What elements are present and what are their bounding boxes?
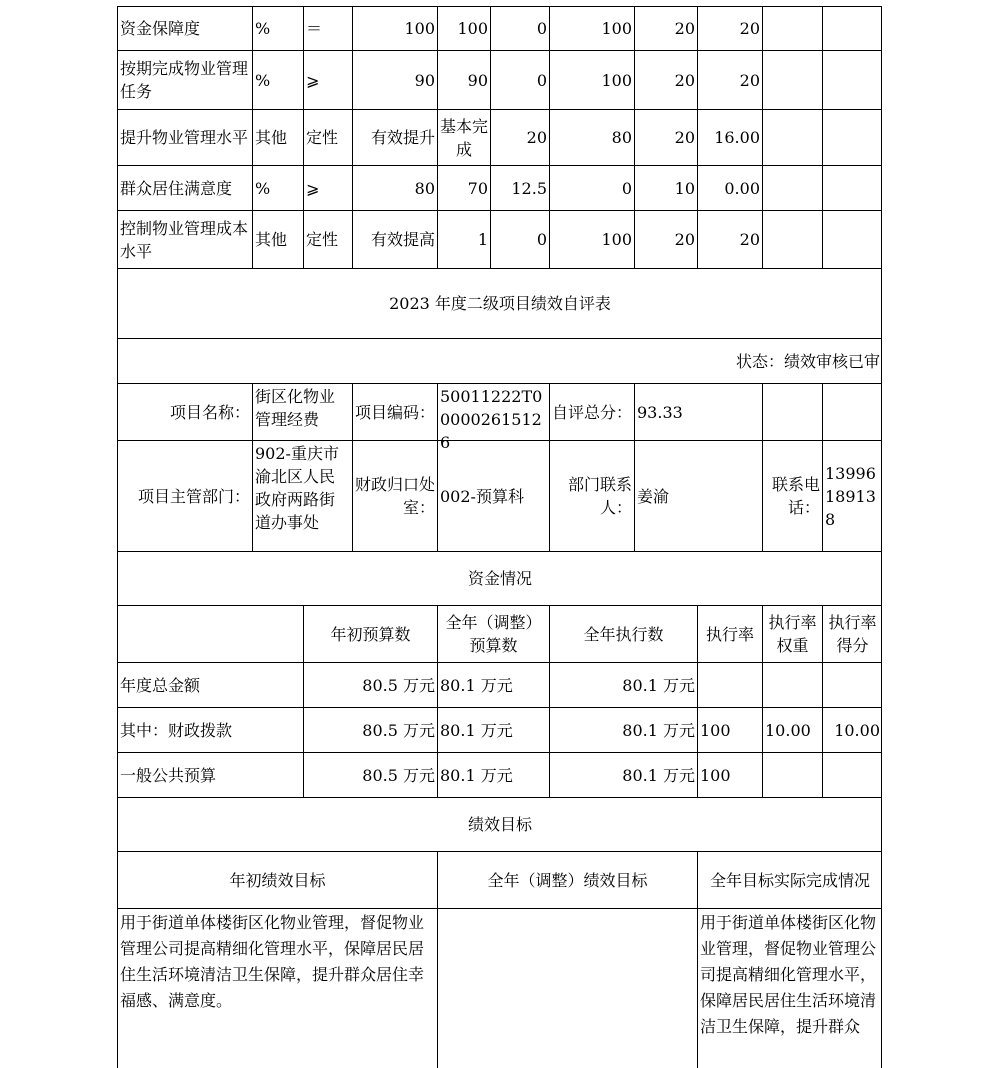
indicator-unit: % (252, 165, 303, 210)
indicator-target: 100 (352, 6, 437, 50)
funds-score: 10.00 (822, 707, 882, 752)
indicator-operator: 定性 (303, 210, 352, 268)
funds-score (822, 662, 882, 707)
indicator-weight: 20 (634, 6, 697, 50)
indicator-rate: 100 (549, 50, 634, 109)
indicator-deviation: 0 (490, 50, 549, 109)
funds-initial: 80.5 万元 (303, 707, 437, 752)
empty-cell (762, 165, 822, 210)
self-score-label: 自评总分： (549, 383, 634, 440)
indicator-name: 按期完成物业管理任务 (117, 50, 252, 109)
funds-adjusted: 80.1 万元 (437, 752, 549, 797)
goals-initial-text: 用于街道单体楼街区化物业管理，督促物业管理公司提高精细化管理水平，保障居民居住生活环境清洁卫生保障，提升群众居住幸福感、满意度。 (117, 908, 437, 1068)
funds-rate: 100 (697, 752, 762, 797)
finance-label: 财政归口处室： (352, 440, 437, 551)
funds-header-adjusted: 全年（调整）预算数 (437, 605, 549, 662)
funds-header-rate-weight: 执行率权重 (762, 605, 822, 662)
indicator-name: 提升物业管理水平 (117, 109, 252, 165)
indicator-unit: % (252, 6, 303, 50)
contact-person: 姜渝 (634, 440, 762, 551)
indicator-weight: 20 (634, 109, 697, 165)
indicator-actual: 基本完成 (437, 109, 490, 165)
indicator-weight: 20 (634, 210, 697, 268)
goals-header-adjusted: 全年（调整）绩效目标 (437, 851, 697, 908)
indicator-rate: 100 (549, 6, 634, 50)
funds-rate (697, 662, 762, 707)
indicator-actual: 1 (437, 210, 490, 268)
indicator-score: 20 (697, 6, 762, 50)
finance-office: 002-预算科 (437, 440, 549, 551)
funds-row-label: 其中：财政拨款 (117, 707, 303, 752)
dept-label: 项目主管部门： (117, 440, 252, 551)
empty-cell (762, 109, 822, 165)
funds-row-label: 年度总金额 (117, 662, 303, 707)
indicator-operator: ⩾ (303, 165, 352, 210)
report-title: 2023 年度二级项目绩效自评表 (117, 268, 882, 338)
funds-initial: 80.5 万元 (303, 662, 437, 707)
empty-cell (117, 605, 303, 662)
funds-executed: 80.1 万元 (549, 707, 697, 752)
project-code: 50011222T000002615126 (437, 383, 549, 440)
indicator-weight: 10 (634, 165, 697, 210)
empty-cell (762, 50, 822, 109)
goals-actual-text: 用于街道单体楼街区化物业管理，督促物业管理公司提高精细化管理水平，保障居民居住生活环境清洁卫生保障，提升群众 (697, 908, 882, 1068)
indicator-operator: 定性 (303, 109, 352, 165)
funds-header-rate: 执行率 (697, 605, 762, 662)
funds-row-label: 一般公共预算 (117, 752, 303, 797)
funds-executed: 80.1 万元 (549, 662, 697, 707)
indicator-deviation: 20 (490, 109, 549, 165)
goals-header-initial: 年初绩效目标 (117, 851, 437, 908)
indicator-deviation: 0 (490, 6, 549, 50)
funds-section-title: 资金情况 (117, 551, 882, 605)
funds-rate: 100 (697, 707, 762, 752)
funds-score (822, 752, 882, 797)
indicator-name: 群众居住满意度 (117, 165, 252, 210)
indicator-score: 20 (697, 210, 762, 268)
empty-cell (762, 6, 822, 50)
indicator-target: 80 (352, 165, 437, 210)
indicator-unit: % (252, 50, 303, 109)
empty-cell (822, 50, 882, 109)
funds-header-executed: 全年执行数 (549, 605, 697, 662)
indicator-name: 控制物业管理成本水平 (117, 210, 252, 268)
funds-weight (762, 752, 822, 797)
funds-executed: 80.1 万元 (549, 752, 697, 797)
empty-cell (762, 383, 822, 440)
goals-header-actual: 全年目标实际完成情况 (697, 851, 882, 908)
empty-cell (822, 383, 882, 440)
funds-weight (762, 662, 822, 707)
indicator-actual: 90 (437, 50, 490, 109)
indicator-unit: 其他 (252, 109, 303, 165)
indicator-target: 90 (352, 50, 437, 109)
empty-cell (822, 109, 882, 165)
funds-adjusted: 80.1 万元 (437, 707, 549, 752)
indicator-target: 有效提升 (352, 109, 437, 165)
project-code-label: 项目编码： (352, 383, 437, 440)
indicator-rate: 80 (549, 109, 634, 165)
indicator-deviation: 0 (490, 210, 549, 268)
dept: 902-重庆市渝北区人民政府两路街道办事处 (252, 440, 352, 551)
funds-adjusted: 80.1 万元 (437, 662, 549, 707)
status-label: 状态：绩效审核已审 (117, 338, 882, 383)
indicator-unit: 其他 (252, 210, 303, 268)
empty-cell (822, 165, 882, 210)
indicator-operator: ＝ (303, 6, 352, 50)
indicator-name: 资金保障度 (117, 6, 252, 50)
empty-cell (762, 210, 822, 268)
indicator-actual: 70 (437, 165, 490, 210)
indicator-operator: ⩾ (303, 50, 352, 109)
phone-number: 13996189138 (822, 440, 882, 551)
goals-adjusted-text (437, 908, 697, 1068)
indicator-score: 16.00 (697, 109, 762, 165)
indicator-score: 0.00 (697, 165, 762, 210)
indicator-weight: 20 (634, 50, 697, 109)
indicator-score: 20 (697, 50, 762, 109)
indicator-rate: 100 (549, 210, 634, 268)
goals-section-title: 绩效目标 (117, 797, 882, 851)
project-name-label: 项目名称： (117, 383, 252, 440)
empty-cell (822, 6, 882, 50)
empty-cell (822, 210, 882, 268)
contact-label: 部门联系人： (549, 440, 634, 551)
indicator-target: 有效提高 (352, 210, 437, 268)
funds-header-initial: 年初预算数 (303, 605, 437, 662)
funds-weight: 10.00 (762, 707, 822, 752)
indicator-actual: 100 (437, 6, 490, 50)
project-name: 街区化物业管理经费 (252, 383, 352, 440)
indicator-deviation: 12.5 (490, 165, 549, 210)
funds-header-rate-score: 执行率得分 (822, 605, 882, 662)
indicator-rate: 0 (549, 165, 634, 210)
funds-initial: 80.5 万元 (303, 752, 437, 797)
phone-label: 联系电话： (762, 440, 822, 551)
self-score: 93.33 (634, 383, 762, 440)
